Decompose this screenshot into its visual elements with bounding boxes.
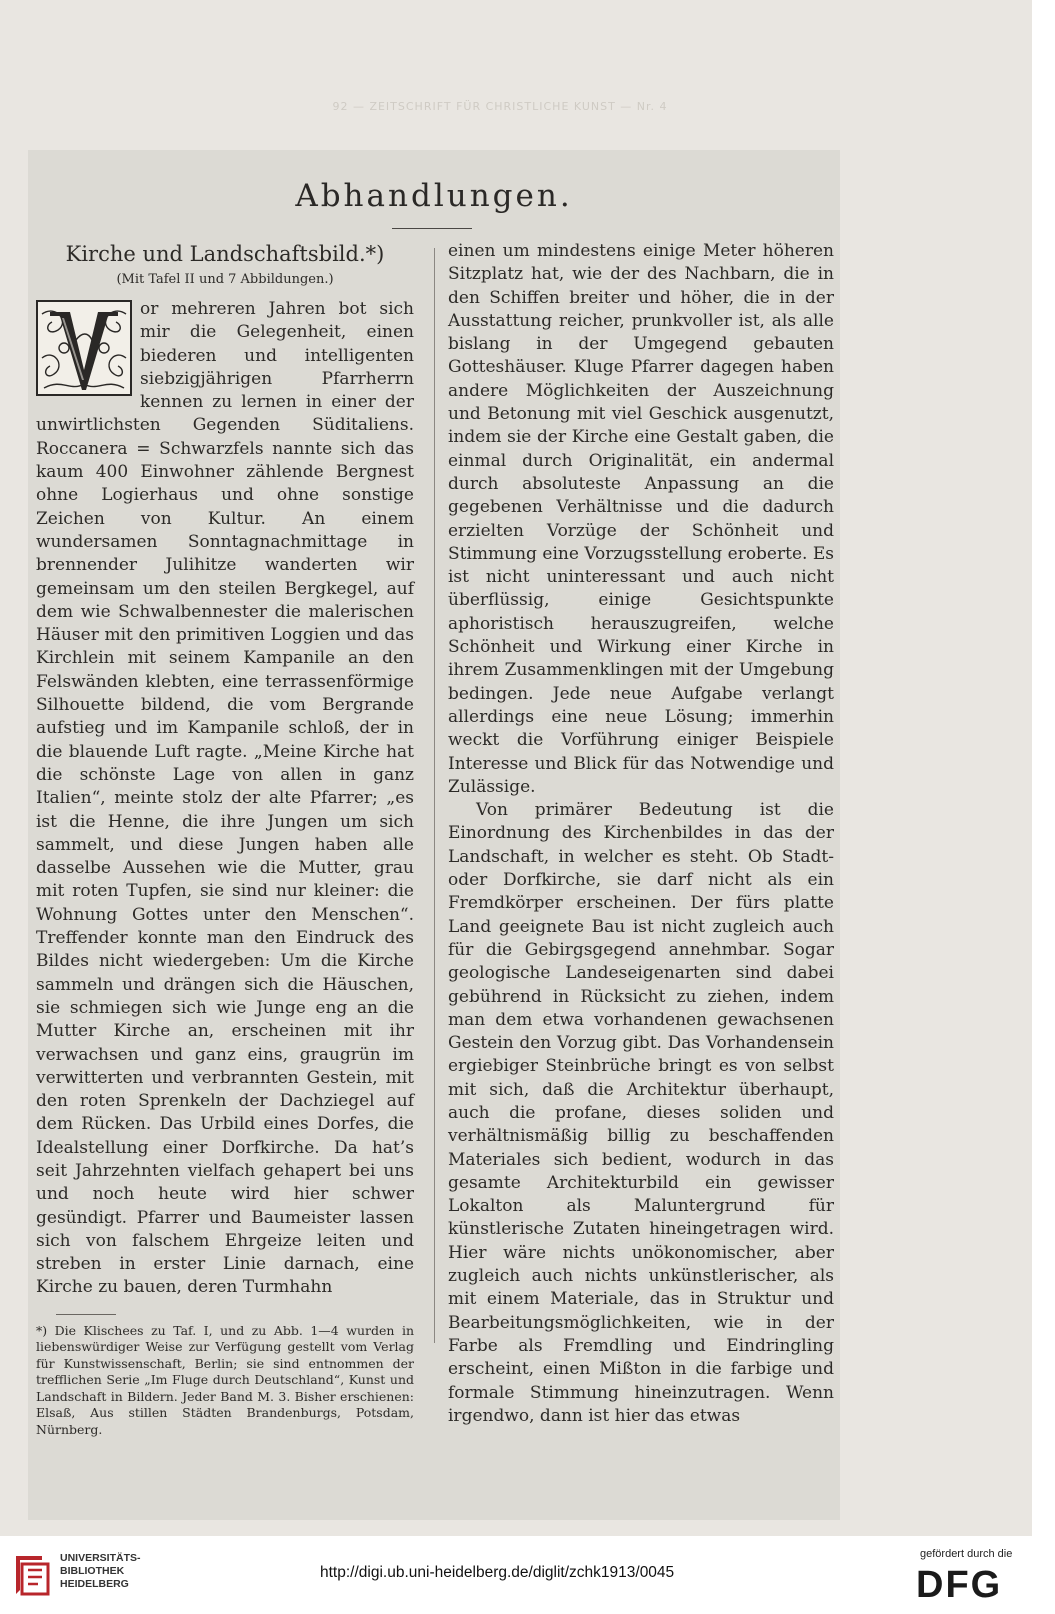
right-body [448, 240, 834, 1428]
ornamental-dropcap-icon [36, 300, 132, 396]
article-subtitle: (Mit Tafel II und 7 Abbildungen.) [116, 272, 334, 287]
running-head: 92 — ZEITSCHRIFT FÜR CHRISTLICHE KUNST — Nr. 4 [332, 100, 668, 113]
column-rule [434, 248, 435, 1343]
permalink-url[interactable]: http://digi.ub.uni-heidelberg.de/diglit/zchk1913/0045 [320, 1564, 675, 1581]
right-paragraph-1: einen um mindestens einige Meter höheren Sitzplatz hat, wie der des Nachbarn, die in den Schiffen breiter und höher, die in der Ausstattung reicher, prunkvoller ist, als alle bislang in der Umgegend gebauten Gotteshäuser. Kluge Pfarrer dagegen haben andere Möglichkeiten der Auszeichnung und Betonung mit viel Geschick ausgenutzt, indem sie der Kirche eine Gestalt gaben, die einmal durch Originalität, ein andermal durch absoluteste Anpassung an die gegebenen Verhältnisse und die dadurch erzielten Vorzüge der Schönheit und Stimmung eine Vorzugsstellung eroberte. Es ist nicht uninteressant und auch nicht überflüssig, einige Gesichtspunkte aphoristisch herauszugreifen, welche Schönheit und Wirkung einer Kirche in ihrem Zusammenklingen mit der Umgebung bedingen. Jede neue Aufgabe verlangt allerdings eine neue Lösung; immerhin weckt die Vorführung einiger Beispiele Interesse und Blick für das Notwendige und Zulässige. [448, 241, 834, 797]
left-column [36, 240, 414, 1438]
right-paragraph-2: Von primärer Bedeutung ist die Einordnung des Kirchenbildes in das der Landschaft, in welcher es steht. Ob Stadt- oder Dorfkirche, sie darf nicht als ein Fremdkörper erscheinen. Der fürs platte Land geeignete Bau ist nicht zugleich auch für die Gebirgsgegend annehmbar. Sogar geologische Landeseigenarten sind dabei gebührend in Rücksicht zu ziehen, indem man dem etwa vorhandenen gewachsenen Gestein den Vorzug gibt. Das Vorhandensein ergiebiger Steinbrüche bringt es von selbst mit sich, daß die Architektur überhaupt, auch die profane, dieses soliden und verhältnismäßig billig zu beschaffenden Materiales sich bedient, wodurch in das gesamte Architekturbild ein gewisser Lokalton als Maluntergrund für künstlerische Zutaten hineingetragen wird. Hier wäre nichts unökonomischer, aber zugleich auch nichts unkünstlerischer, als mit einem Materiale, das in Struktur und Bearbeitungsmöglichkeiten, wie in der Farbe als Fremdling und Eindringling erscheint, einen Mißton in die farbige und formale Stimmung hineinzutragen. Wenn irgendwo, dann ist hier das etwas [448, 800, 834, 1426]
dfg-logo: DFG [916, 1564, 1003, 1606]
left-body [36, 298, 414, 1300]
university-library-logo-icon [12, 1550, 52, 1600]
library-name [60, 1552, 141, 1591]
title-rule [392, 228, 472, 229]
library-line-1: UNIVERSITÄTS- [60, 1552, 141, 1564]
footnote-rule [56, 1314, 116, 1315]
footnote: *) Die Klischees zu Taf. I, und zu Abb. 1—4 wurden in liebenswürdiger Weise zur Verfügung gestellt vom Verlag für Kunstwissenschaft, Berlin; sie sind entnommen der trefflichen Serie „Im Fluge durch Deutschland“, Kunst und Landschaft in Bildern. Jeder Band M. 3. Bisher erschienen: Elsaß, Aus stillen Städten Brandenburgs, Potsdam, Nürnberg. [36, 1322, 414, 1437]
funder-caption: gefördert durch die [920, 1548, 1013, 1560]
library-line-3: HEIDELBERG [60, 1578, 129, 1590]
left-paragraph: or mehreren Jahren bot sich mir die Gelegenheit, einen biederen und intelligenten siebzigjährigen Pfarrherrn kennen zu lernen in einer der unwirtlichsten Gegenden Süditaliens. Roccanera = Schwarzfels nannte sich das kaum 400 Einwohner zählende Bergnest ohne Logierhaus und ohne sonstige Zeichen von Kultur. An einem wundersamen Sonntagnachmittage in brennender Julihitze wanderten wir gemeinsam um den steilen Bergkegel, auf dem wie Schwalbennester die malerischen Häuser mit den primitiven Loggien und das Kirchlein mit seinem Kampanile an den Felswänden klebten, eine terrassenförmige Silhouette bildend, die vom Bergrande aufstieg und im Kampanile schloß, der in die blauende Luft ragte. „Meine Kirche hat die schönste Lage von allen in ganz Italien“, meinte stolz der alte Pfarrer; „es ist die Henne, die ihre Jungen um sich sammelt, und diese Jungen haben alle dasselbe Aussehen wie die Mutter, grau mit roten Tupfen, sie sind nur kleiner: die Wohnung Gottes unter den Menschen“. Treffender konnte man den Eindruck des Bildes nicht wiedergeben: Um die Kirche sammeln und drängen sich die Häuschen, sie schmiegen sich wie Junge eng an die Mutter Kirche an, erscheinen mit ihr verwachsen und ganz eins, graugrün im verwitterten und verbrannten Gestein, mit den roten Sprenkeln der Dachziegel auf dem Rücken. Das Urbild eines Dorfes, die Idealstellung einer Dorfkirche. Da hat’s seit Jahrzehnten vielfach gehapert bei uns und noch heute wird hier schwer gesündigt. Pfarrer und Baumeister lassen sich von falschem Ehrgeize leiten und streben in erster Linie darnach, eine Kirche zu bauen, deren Turmhahn [36, 299, 414, 1298]
article-title: Kirche und Landschaftsbild.*) [65, 242, 385, 266]
footer-bar [0, 1536, 1055, 1614]
sheet-edge [1032, 0, 1040, 1536]
library-line-2: BIBLIOTHEK [60, 1565, 125, 1577]
right-column [448, 240, 834, 1428]
section-title: Abhandlungen. [295, 178, 573, 214]
